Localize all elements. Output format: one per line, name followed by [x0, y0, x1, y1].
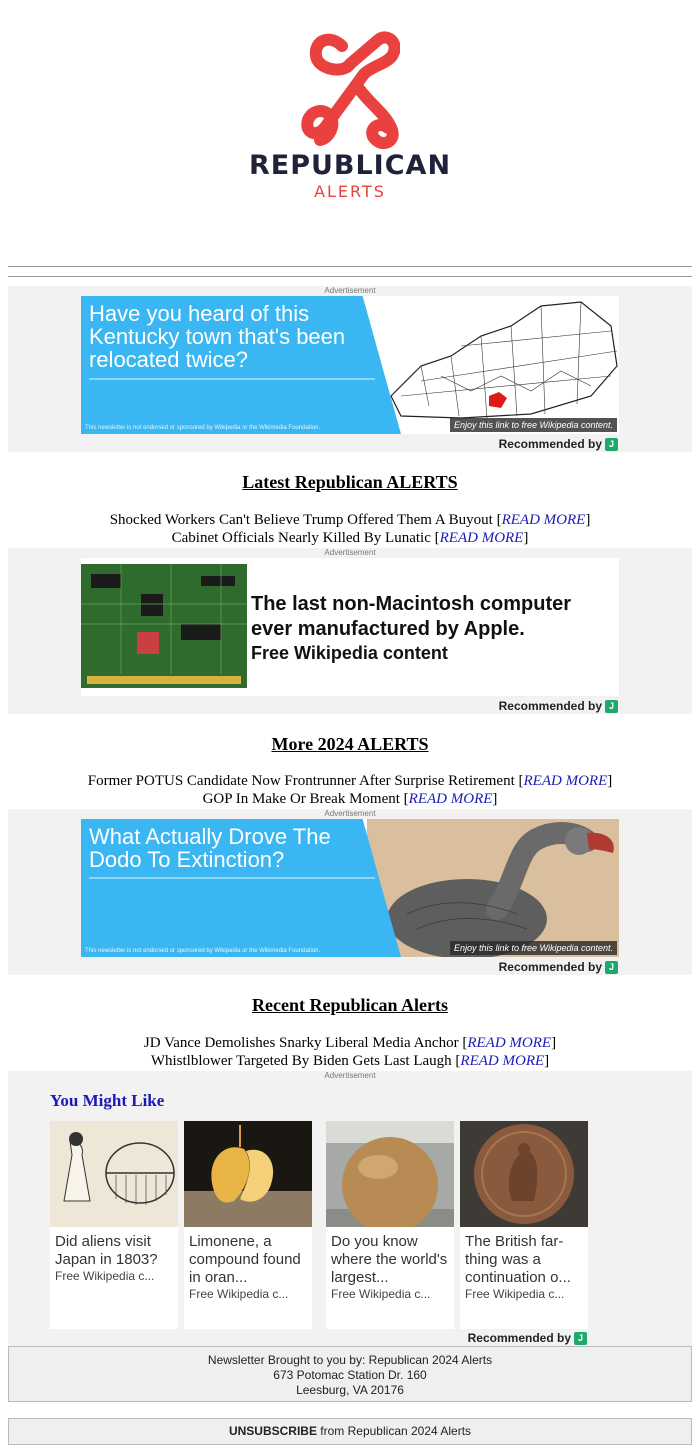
read-more-link[interactable]: READ MORE: [460, 1053, 545, 1069]
ad-block-kentucky: [8, 286, 692, 452]
ad-label: Advertisement: [324, 548, 376, 557]
ad-disclaimer: This newsletter is not endorsed or sponsored by Wikipedia or the Wikimedia Foundation.: [85, 425, 321, 431]
card-source: Free Wikipedia c...: [189, 1287, 289, 1301]
footer-address-street: 673 Potomac Station Dr. 160: [273, 1368, 427, 1382]
alert-item: Shocked Workers Can't Believe Trump Offered Them A Buyout [READ MORE]: [109, 512, 591, 528]
brand-name: REPUBLICAN: [248, 150, 452, 181]
read-more-link[interactable]: READ MORE: [467, 1035, 552, 1051]
ad-headline: Have you heard of this Kentucky town that's been relocated twice?: [89, 301, 346, 372]
recommended-by[interactable]: [499, 960, 618, 974]
card-title: Did aliens visit Japan in 1803?: [55, 1233, 158, 1268]
kentucky-map-icon: [381, 296, 619, 434]
recommended-label: Recommended by: [467, 1331, 571, 1345]
read-more-link[interactable]: READ MORE: [523, 773, 608, 789]
ad-line: Free Wikipedia content: [251, 643, 448, 663]
unsubscribe-rest: from Republican 2024 Alerts: [316, 1424, 472, 1438]
recommended-label: Recommended by: [498, 437, 602, 451]
ad-block-computer: [8, 548, 692, 714]
card-title: Do you know where the world's largest...: [331, 1233, 448, 1286]
divider: [8, 276, 692, 277]
ad-banner-computer[interactable]: [81, 558, 619, 696]
card-source: Free Wikipedia c...: [465, 1287, 565, 1301]
ad-banner-kentucky[interactable]: [81, 296, 619, 434]
recommended-label: Recommended by: [498, 960, 602, 974]
brand-tagline: ALERTS: [314, 182, 386, 201]
large-ball-photo-icon: [326, 1121, 454, 1227]
alert-text: Former POTUS Candidate Now Frontrunner After Surprise Retirement: [87, 773, 515, 789]
alert-text: Cabinet Officials Nearly Killed By Lunatic: [171, 530, 431, 546]
ad-label: Advertisement: [324, 1071, 376, 1080]
alien-ship-illustration-icon: [50, 1121, 178, 1227]
card-source: Free Wikipedia c...: [55, 1269, 155, 1283]
recommendation-card[interactable]: [326, 1121, 454, 1329]
alert-item: Whistlblower Targeted By Biden Gets Last Laugh [READ MORE]: [150, 1053, 550, 1069]
republican-alerts-logo-icon: [300, 30, 400, 150]
ad-block-you-might-like: [8, 1071, 692, 1346]
read-more-link[interactable]: READ MORE: [439, 530, 524, 546]
dodo-bird-icon: [367, 819, 619, 957]
recommendation-card[interactable]: [184, 1121, 312, 1329]
recommendation-card[interactable]: [460, 1121, 588, 1329]
card-title: Limonene, a compound found in oran...: [189, 1233, 301, 1286]
section-heading: More 2024 ALERTS: [271, 734, 429, 754]
alert-text: Whistlblower Targeted By Biden Gets Last Laugh: [150, 1053, 452, 1069]
circuit-board-icon: [81, 564, 247, 688]
ad-block-dodo: [8, 809, 692, 975]
newsletter-footer: [8, 1346, 692, 1402]
ad-headline: What Actually Drove The Dodo To Extinction?: [89, 824, 331, 872]
ad-disclaimer: This newsletter is not endorsed or sponsored by Wikipedia or the Wikimedia Foundation.: [85, 948, 321, 954]
card-source: Free Wikipedia c...: [331, 1287, 431, 1301]
alert-item: Cabinet Officials Nearly Killed By Lunatic [READ MORE]: [171, 530, 529, 546]
recommended-by[interactable]: [499, 437, 618, 451]
alert-text: JD Vance Demolishes Snarky Liberal Media Anchor: [143, 1035, 459, 1051]
ad-underline: [89, 378, 375, 380]
footer-sponsor: Newsletter Brought to you by: Republican 2024 Alerts: [207, 1353, 493, 1367]
section-heading: Recent Republican Alerts: [252, 995, 448, 1015]
unsubscribe-link[interactable]: [8, 1418, 692, 1445]
footer-address-city: Leesburg, VA 20176: [296, 1383, 404, 1397]
circuit-board-image: [81, 564, 247, 688]
ad-label: Advertisement: [324, 286, 376, 295]
ad-underline: [89, 877, 375, 879]
read-more-link[interactable]: READ MORE: [501, 512, 586, 528]
ad-line: ever manufactured by Apple.: [251, 618, 525, 640]
card-title: The British far-thing was a continuation o...: [465, 1233, 571, 1286]
recommendation-card[interactable]: [50, 1121, 178, 1329]
ad-banner-dodo[interactable]: [81, 819, 619, 957]
recommended-by[interactable]: [499, 699, 618, 713]
recommender-logo-icon: J: [605, 700, 618, 713]
ad-cta[interactable]: Enjoy this link to free Wikipedia content.: [450, 418, 617, 432]
ad-headline: [251, 592, 571, 665]
alert-item: JD Vance Demolishes Snarky Liberal Media Anchor [READ MORE]: [143, 1035, 557, 1051]
you-might-like-title: You Might Like: [50, 1091, 165, 1110]
alert-text: Shocked Workers Can't Believe Trump Offered Them A Buyout: [109, 512, 493, 528]
farthing-coin-photo-icon: [460, 1121, 588, 1227]
lemon-peel-photo-icon: [184, 1121, 312, 1227]
read-more-link[interactable]: READ MORE: [408, 791, 493, 807]
alert-item: GOP In Make Or Break Moment [READ MORE]: [202, 791, 498, 807]
recommended-label: Recommended by: [498, 699, 602, 713]
divider: [8, 266, 692, 267]
ad-cta[interactable]: Enjoy this link to free Wikipedia content.: [450, 941, 617, 955]
alert-item: Former POTUS Candidate Now Frontrunner After Surprise Retirement [READ MORE]: [87, 773, 613, 789]
ad-label: Advertisement: [324, 809, 376, 818]
recommender-logo-icon: J: [574, 1332, 587, 1345]
header-logo: [0, 0, 700, 260]
alert-text: GOP In Make Or Break Moment: [202, 791, 400, 807]
recommender-logo-icon: J: [605, 438, 618, 451]
ad-line: The last non-Macintosh computer: [251, 593, 572, 615]
recommender-logo-icon: J: [605, 961, 618, 974]
recommended-by[interactable]: [468, 1331, 587, 1345]
section-heading: Latest Republican ALERTS: [242, 472, 458, 492]
unsubscribe-strong: UNSUBSCRIBE: [228, 1424, 317, 1438]
